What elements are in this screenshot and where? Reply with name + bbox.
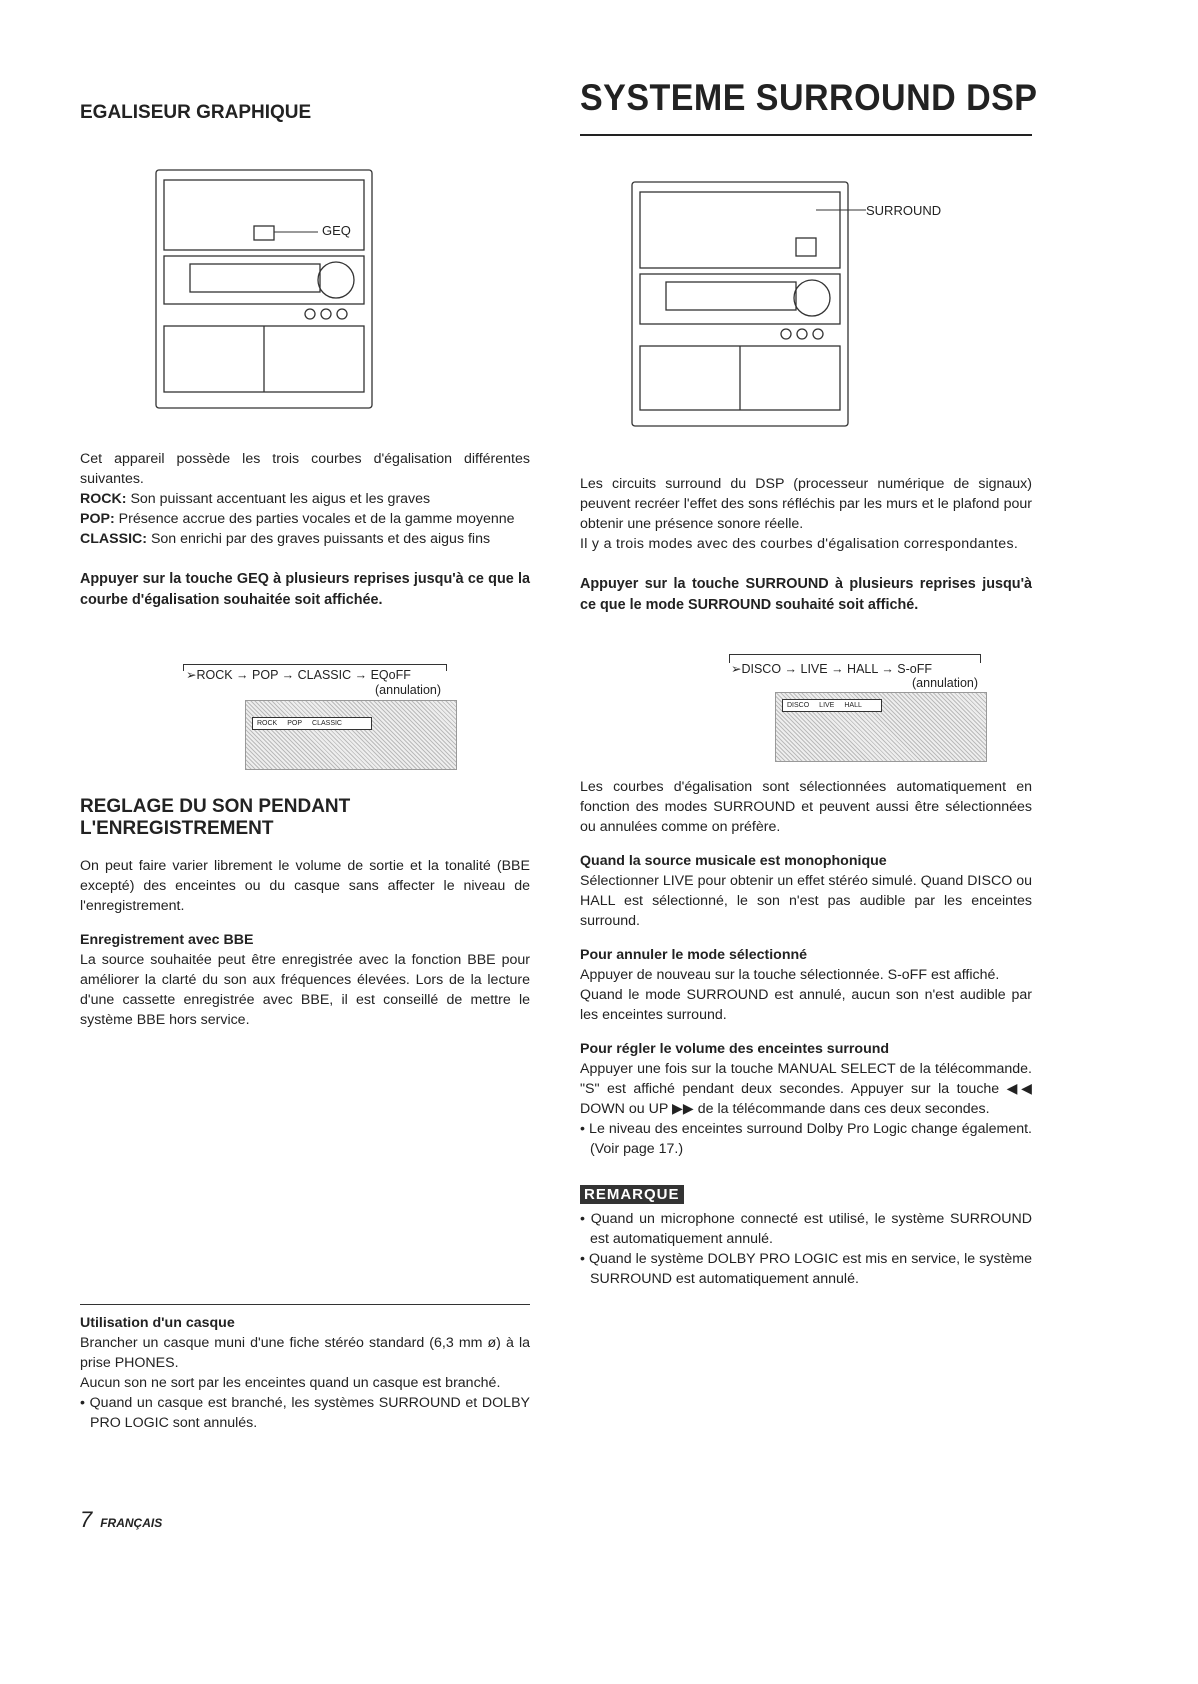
surround-text: Les circuits surround du DSP (processeur numérique de signaux) peuvent recréer l'effet des sons réfléchis par les murs et le plafond pour obtenir une présence sonore réelle. Il y a trois modes avec des courbes d'égalisation correspondantes. Appuyer sur la touche SURROUND à plusieurs reprises jusqu'à ce que le mode SURROUND souhaité soit affiché. [580,474,1032,616]
surround-details: Les courbes d'égalisation sont sélectionnées automatiquement en fonction des modes SURROUND et peuvent aussi être sélectionnées ou annulées comme on préfère. Quand la source musicale est monophonique Sélectionner LIVE pour obtenir un effet stéréo simulé. Quand DISCO ou HALL est sélectionné, le son n'est pas audible par les enceintes surround. Pour annuler le mode sélectionné Appuyer de nouveau sur la touche sélectionnée. S-oFF est affiché. Quand le mode SURROUND est annulé, aucun son n'est audible par les enceintes surround. Pour régler le volume des enceintes surround Appuyer une fois sur la touche MANUAL SELECT de la télécommande. "S" est affiché pendant deux secondes. Appuyer sur la touche ◀◀ DOWN ou UP ▶▶ de la télécommande dans ces deux secondes. • Le niveau des enceintes surround Dolby Pro Logic change également. (Voir page 17.) REMARQUE • Quand un microphone connecté est utilisé, le système SURROUND est automatiquement annulé. • Quand le système DOLBY PRO LOGIC est mis en service, le système SURROUND est automatiquement annulé. [580,779,1032,1287]
surround-annulation: (annulation) [912,676,979,690]
surround-lcd-display: DISCO LIVE HALL [775,692,987,762]
page-number: 7 [80,1507,93,1532]
mode-rock: ROCK: Son puissant accentuant les aigus et les graves [80,491,431,507]
section-title-egaliseur: EGALISEUR GRAPHIQUE [80,102,312,123]
stereo-device-illustration-geq [150,166,450,414]
geq-annulation: (annulation) [375,683,442,697]
divider [80,1304,530,1305]
mode-classic: CLASSIC: Son enrichi par des graves puissants et des aigus fins [80,531,491,547]
title-underline [580,134,1032,136]
geq-instruction: Appuyer sur la touche GEQ à plusieurs reprises jusqu'à ce que la courbe d'égalisation souhaitée soit affichée. [80,571,530,608]
section-title-surround: SYSTEME SURROUND DSP [580,77,1038,118]
section-title-reglage: REGLAGE DU SON PENDANT L'ENREGISTREMENT [80,796,351,839]
mode-pop: POP: Présence accrue des parties vocales et de la gamme moyenne [80,511,515,527]
page-footer [80,1507,163,1533]
surround-sequence: ➢DISCO → LIVE → HALL → S-oFF [731,662,933,676]
egaliseur-text: Cet appareil possède les trois courbes d'égalisation différentes suivantes. ROCK: Son puissant accentuant les aigus et les graves POP: Présence accrue des parties vocales et de la gamme moyenne CLASSIC: Son enrichi par des graves puissants et des aigus fins Appuyer sur la touche GEQ à plusieurs reprises jusqu'à ce que la courbe d'égalisation souhaitée soit affichée. [80,449,530,611]
geq-sequence: ➢ROCK → POP → CLASSIC → EQoFF [186,668,411,682]
language-label: FRANÇAIS [100,1516,163,1530]
surround-instruction: Appuyer sur la touche SURROUND à plusieurs reprises jusqu'à ce que le mode SURROUND souhaité soit affiché. [580,576,1032,613]
geq-lcd-display: ROCK POP CLASSIC [245,700,457,770]
casque-text: Utilisation d'un casque Brancher un casque muni d'une fiche stéréo standard (6,3 mm ø) à la prise PHONES. Aucun son ne sort par les enceintes quand un casque est branché. • Quand un casque est branché, les systèmes SURROUND et DOLBY PRO LOGIC sont annulés. [80,1315,530,1431]
reglage-text: On peut faire varier librement le volume de sortie et la tonalité (BBE excepté) des enceintes ou du casque sans affecter le niveau de l'enregistrement. Enregistrement avec BBE La source souhaitée peut être enregistrée avec la fonction BBE pour améliorer la clarté du son aux fréquences élevées. Lors de la lecture d'une cassette enregistrée avec BBE, il est conseillé de mettre le système BBE hors service. [80,858,530,1028]
surround-button-label: SURROUND [866,203,942,218]
geq-button-label: GEQ [322,223,351,238]
remarque-badge: REMARQUE [580,1185,684,1204]
